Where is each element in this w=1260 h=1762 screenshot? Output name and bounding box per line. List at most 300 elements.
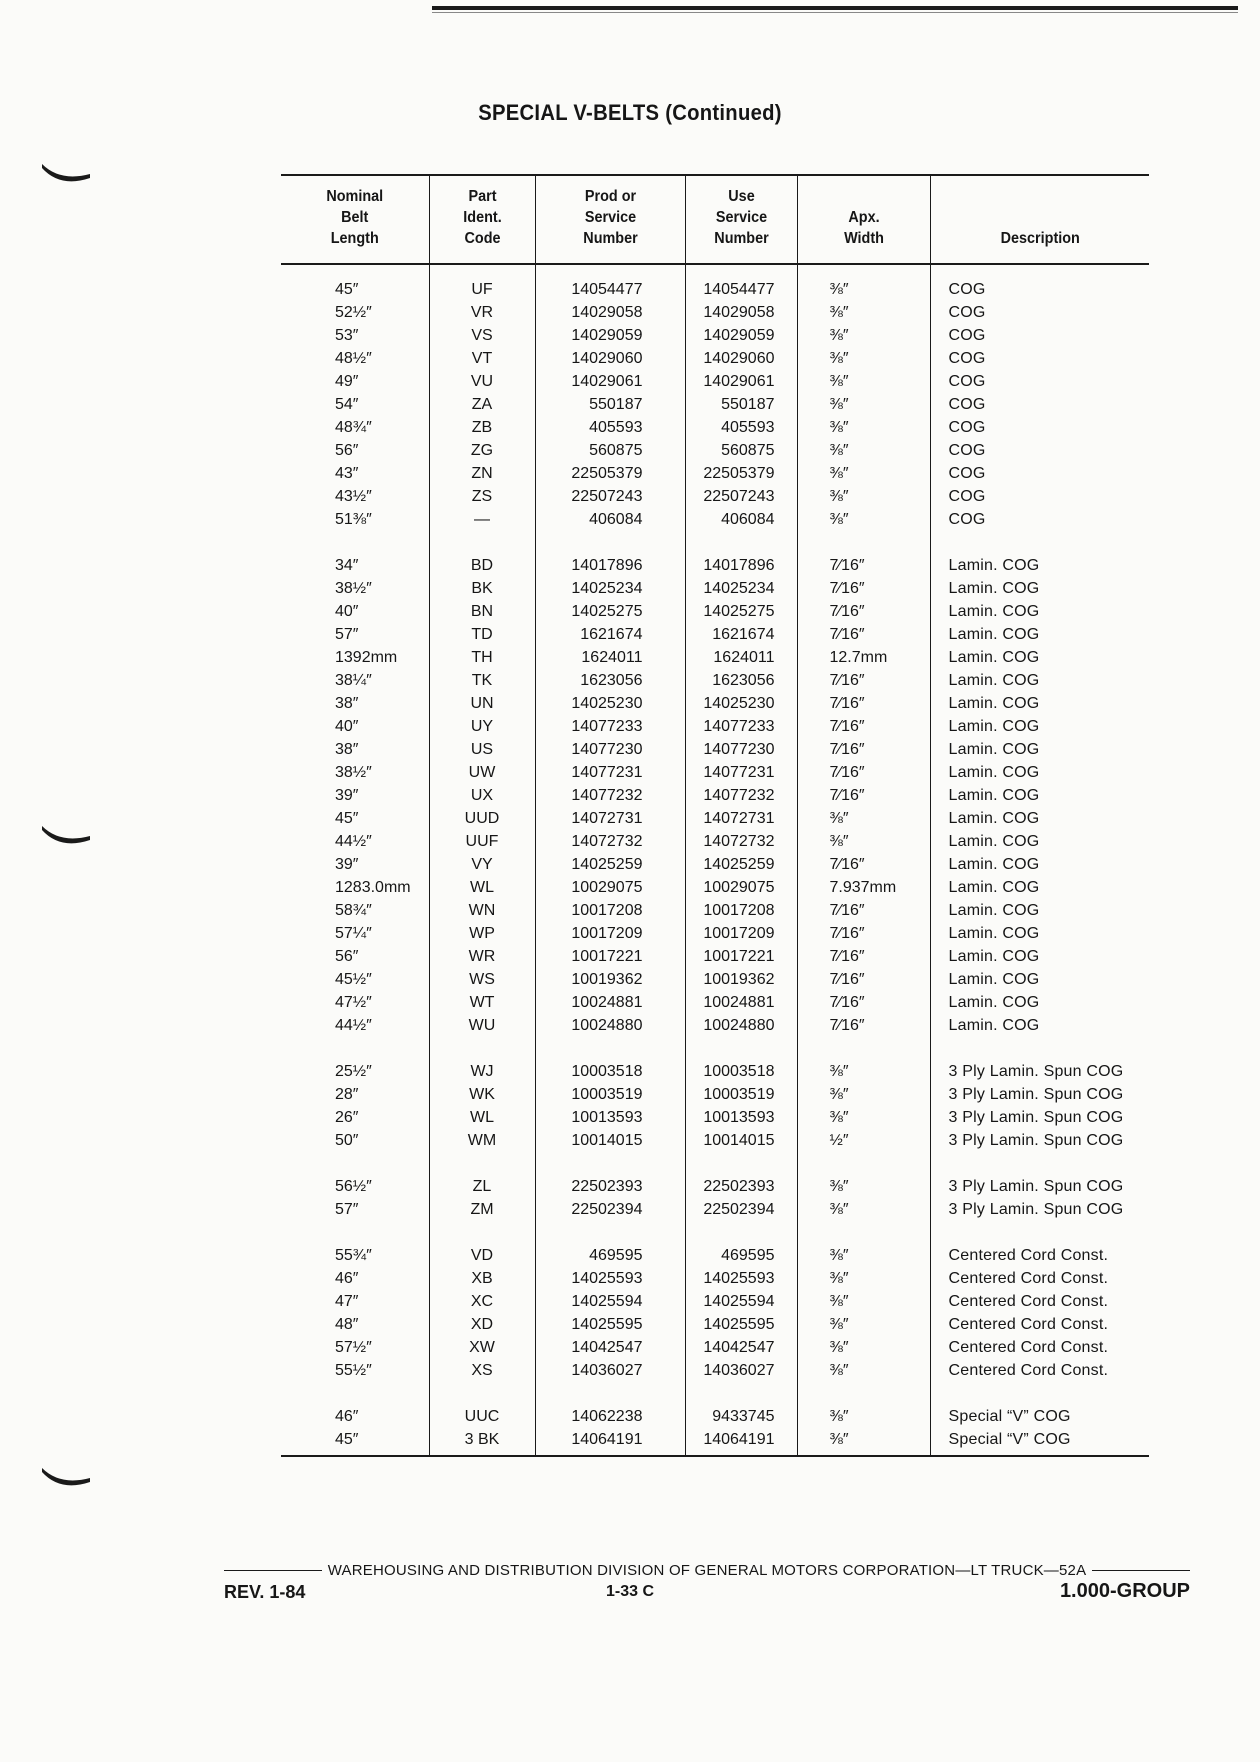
description-cell: Lamin. COG	[930, 669, 1149, 692]
table-row	[281, 301, 1149, 324]
width-cell: ⅜″	[797, 508, 930, 531]
width-cell: ⅜″	[797, 1336, 930, 1359]
description-cell: Lamin. COG	[930, 991, 1149, 1014]
belt-length-cell: 38″	[335, 741, 359, 758]
belt-length-cell: 47″	[335, 1293, 359, 1310]
ident-code-cell: WT	[429, 991, 535, 1014]
table-row	[281, 1175, 1149, 1198]
table-row	[281, 1428, 1149, 1456]
belt-length-cell: 45″	[335, 281, 359, 298]
description-cell: COG	[930, 508, 1149, 531]
use-service-number-cell: 14077231	[685, 761, 797, 784]
header-part-ident-code: Part Ident. Code	[429, 175, 535, 264]
belt-length-cell: 52½″	[335, 304, 372, 321]
table-row	[281, 945, 1149, 968]
use-service-number-cell: 14017896	[685, 554, 797, 577]
table-row	[281, 807, 1149, 830]
belt-length-cell: 58¾″	[335, 902, 372, 919]
prod-service-number-cell: 14025593	[535, 1267, 685, 1290]
belt-length-cell: 50″	[335, 1132, 359, 1149]
prod-service-number-cell: 1623056	[535, 669, 685, 692]
table-row	[281, 600, 1149, 623]
width-cell: ⅜″	[797, 1083, 930, 1106]
description-cell: 3 Ply Lamin. Spun COG	[930, 1106, 1149, 1129]
belt-length-cell: 25½″	[335, 1063, 372, 1080]
width-cell: 12.7mm	[797, 646, 930, 669]
description-cell: Centered Cord Const.	[930, 1290, 1149, 1313]
use-service-number-cell: 10013593	[685, 1106, 797, 1129]
width-cell: 7⁄16″	[797, 554, 930, 577]
table-row	[281, 876, 1149, 899]
table-row	[281, 462, 1149, 485]
prod-service-number-cell: 10003519	[535, 1083, 685, 1106]
prod-service-number-cell: 22505379	[535, 462, 685, 485]
spacer-cell	[797, 531, 930, 554]
use-service-number-cell: 14025275	[685, 600, 797, 623]
description-cell: COG	[930, 324, 1149, 347]
table-row	[281, 922, 1149, 945]
footer-rule-right	[1092, 1570, 1190, 1572]
width-cell: ⅜″	[797, 1313, 930, 1336]
table-row	[281, 439, 1149, 462]
ident-code-cell: UX	[429, 784, 535, 807]
ident-code-cell: TH	[429, 646, 535, 669]
prod-service-number-cell: 14042547	[535, 1336, 685, 1359]
table-row	[281, 1198, 1149, 1221]
table-row	[281, 416, 1149, 439]
use-service-number-cell: 14029061	[685, 370, 797, 393]
use-service-number-cell: 14029058	[685, 301, 797, 324]
description-cell: COG	[930, 416, 1149, 439]
table-row	[281, 347, 1149, 370]
use-service-number-cell: 469595	[685, 1244, 797, 1267]
description-cell: 3 Ply Lamin. Spun COG	[930, 1198, 1149, 1221]
width-cell: ⅜″	[797, 1359, 930, 1382]
group-spacer-row	[281, 1221, 1149, 1244]
description-cell: Centered Cord Const.	[930, 1359, 1149, 1382]
belt-length-cell: 46″	[335, 1270, 359, 1287]
belt-length-cell: 48¾″	[335, 419, 372, 436]
belt-length-cell: 28″	[335, 1086, 359, 1103]
width-cell: ⅜″	[797, 1060, 930, 1083]
use-service-number-cell: 1624011	[685, 646, 797, 669]
prod-service-number-cell: 14029058	[535, 301, 685, 324]
width-cell: 7⁄16″	[797, 1014, 930, 1037]
v-belt-table-wrapper	[281, 174, 1149, 1457]
ident-code-cell: VY	[429, 853, 535, 876]
spacer-cell	[429, 1382, 535, 1405]
use-service-number-cell: 22505379	[685, 462, 797, 485]
width-cell: 7⁄16″	[797, 968, 930, 991]
prod-service-number-cell: 14072732	[535, 830, 685, 853]
binder-hole-mark	[40, 160, 92, 186]
description-cell: COG	[930, 439, 1149, 462]
ident-code-cell: WP	[429, 922, 535, 945]
description-cell: Lamin. COG	[930, 554, 1149, 577]
spacer-cell	[797, 1221, 930, 1244]
belt-length-cell: 34″	[335, 557, 359, 574]
width-cell: ⅜″	[797, 1405, 930, 1428]
table-row	[281, 646, 1149, 669]
belt-length-cell: 56″	[335, 442, 359, 459]
prod-service-number-cell: 405593	[535, 416, 685, 439]
spacer-cell	[429, 1221, 535, 1244]
ident-code-cell: WR	[429, 945, 535, 968]
page-title: SPECIAL V-BELTS (Continued)	[478, 100, 782, 125]
width-cell: ⅜″	[797, 1198, 930, 1221]
spacer-cell	[797, 1152, 930, 1175]
table-row	[281, 1083, 1149, 1106]
spacer-cell	[281, 1037, 429, 1060]
width-cell: 7⁄16″	[797, 692, 930, 715]
ident-code-cell: UW	[429, 761, 535, 784]
table-row	[281, 554, 1149, 577]
prod-service-number-cell: 14036027	[535, 1359, 685, 1382]
table-row	[281, 370, 1149, 393]
header-description: Description	[930, 175, 1149, 264]
use-service-number-cell: 10003519	[685, 1083, 797, 1106]
prod-service-number-cell: 14029061	[535, 370, 685, 393]
belt-length-cell: 57¼″	[335, 925, 372, 942]
prod-service-number-cell: 22507243	[535, 485, 685, 508]
ident-code-cell: UUD	[429, 807, 535, 830]
width-cell: ½″	[797, 1129, 930, 1152]
table-row	[281, 1267, 1149, 1290]
ident-code-cell: UF	[429, 264, 535, 301]
use-service-number-cell: 14025593	[685, 1267, 797, 1290]
use-service-number-cell: 14077233	[685, 715, 797, 738]
belt-length-cell: 54″	[335, 396, 359, 413]
description-cell: COG	[930, 347, 1149, 370]
table-row	[281, 1359, 1149, 1382]
belt-length-cell: 38½″	[335, 580, 372, 597]
belt-length-cell: 45″	[281, 1428, 429, 1456]
width-cell: ⅜″	[797, 1106, 930, 1129]
description-cell: Lamin. COG	[930, 623, 1149, 646]
table-row	[281, 1405, 1149, 1428]
table-row	[281, 264, 1149, 301]
prod-service-number-cell: 10017208	[535, 899, 685, 922]
ident-code-cell: —	[429, 508, 535, 531]
use-service-number-cell: 406084	[685, 508, 797, 531]
description-cell: 3 Ply Lamin. Spun COG	[930, 1129, 1149, 1152]
use-service-number-cell: 10003518	[685, 1060, 797, 1083]
use-service-number-cell: 10019362	[685, 968, 797, 991]
belt-length-cell: 39″	[335, 787, 359, 804]
width-cell: ⅜″	[797, 416, 930, 439]
table-row	[281, 692, 1149, 715]
footer-division-line	[224, 1562, 1190, 1579]
spacer-cell	[797, 1382, 930, 1405]
use-service-number-cell: 560875	[685, 439, 797, 462]
table-body	[281, 264, 1149, 1456]
prod-service-number-cell: 14077231	[535, 761, 685, 784]
table-row	[281, 1060, 1149, 1083]
width-cell: 7⁄16″	[797, 991, 930, 1014]
table-row	[281, 968, 1149, 991]
table-row	[281, 1106, 1149, 1129]
prod-service-number-cell: 14025259	[535, 853, 685, 876]
width-cell: ⅜″	[797, 1175, 930, 1198]
belt-length-cell: 53″	[335, 327, 359, 344]
prod-service-number-cell: 14064191	[535, 1428, 685, 1456]
ident-code-cell: XD	[429, 1313, 535, 1336]
spacer-cell	[429, 531, 535, 554]
spacer-cell	[535, 1152, 685, 1175]
ident-code-cell: WS	[429, 968, 535, 991]
description-cell: Lamin. COG	[930, 692, 1149, 715]
spacer-cell	[685, 1037, 797, 1060]
ident-code-cell: WU	[429, 1014, 535, 1037]
ident-code-cell: WL	[429, 1106, 535, 1129]
use-service-number-cell: 14054477	[685, 264, 797, 301]
description-cell: Lamin. COG	[930, 807, 1149, 830]
use-service-number-cell: 10029075	[685, 876, 797, 899]
description-cell: 3 Ply Lamin. Spun COG	[930, 1060, 1149, 1083]
width-cell: ⅜″	[797, 324, 930, 347]
belt-length-cell: 38″	[335, 695, 359, 712]
width-cell: ⅜″	[797, 393, 930, 416]
ident-code-cell: ZN	[429, 462, 535, 485]
table-row	[281, 393, 1149, 416]
binder-hole-mark	[40, 822, 92, 848]
width-cell: ⅜″	[797, 301, 930, 324]
group-label: 1.000-GROUP	[1059, 1580, 1190, 1602]
belt-length-cell: 57½″	[335, 1339, 372, 1356]
ident-code-cell: UY	[429, 715, 535, 738]
table-row	[281, 784, 1149, 807]
ident-code-cell: WN	[429, 899, 535, 922]
ident-code-cell: ZM	[429, 1198, 535, 1221]
revision-label: REV. 1-84	[224, 1582, 306, 1602]
description-cell: Lamin. COG	[930, 899, 1149, 922]
belt-length-cell: 48″	[335, 1316, 359, 1333]
table-row	[281, 1014, 1149, 1037]
ident-code-cell: VR	[429, 301, 535, 324]
prod-service-number-cell: 14077230	[535, 738, 685, 761]
spacer-cell	[429, 1037, 535, 1060]
ident-code-cell: VS	[429, 324, 535, 347]
table-row	[281, 853, 1149, 876]
prod-service-number-cell: 10017221	[535, 945, 685, 968]
spacer-cell	[429, 1152, 535, 1175]
prod-service-number-cell: 10024881	[535, 991, 685, 1014]
belt-length-cell: 38½″	[335, 764, 372, 781]
description-cell: Lamin. COG	[930, 876, 1149, 899]
group-spacer-row	[281, 531, 1149, 554]
belt-length-cell: 38¼″	[335, 672, 372, 689]
description-cell: Lamin. COG	[930, 945, 1149, 968]
spacer-cell	[930, 531, 1149, 554]
width-cell: 7⁄16″	[797, 623, 930, 646]
width-cell: 7.937mm	[797, 876, 930, 899]
belt-length-cell: 51⅜″	[335, 511, 372, 528]
prod-service-number-cell: 14025230	[535, 692, 685, 715]
spacer-cell	[930, 1382, 1149, 1405]
belt-length-cell: 45½″	[335, 971, 372, 988]
description-cell: 3 Ply Lamin. Spun COG	[930, 1175, 1149, 1198]
belt-length-cell: 1283.0mm	[335, 879, 411, 896]
belt-length-cell: 46″	[335, 1408, 359, 1425]
use-service-number-cell: 14036027	[685, 1359, 797, 1382]
width-cell: 7⁄16″	[797, 784, 930, 807]
spacer-cell	[685, 1382, 797, 1405]
width-cell: ⅜″	[797, 1244, 930, 1267]
width-cell: ⅜″	[797, 1428, 930, 1456]
ident-code-cell: BD	[429, 554, 535, 577]
description-cell: Lamin. COG	[930, 577, 1149, 600]
belt-length-cell: 57″	[335, 626, 359, 643]
table-row	[281, 508, 1149, 531]
prod-service-number-cell: 550187	[535, 393, 685, 416]
description-cell: COG	[930, 370, 1149, 393]
prod-service-number-cell: 14025595	[535, 1313, 685, 1336]
ident-code-cell: BN	[429, 600, 535, 623]
ident-code-cell: ZA	[429, 393, 535, 416]
use-service-number-cell: 14072731	[685, 807, 797, 830]
use-service-number-cell: 10017209	[685, 922, 797, 945]
width-cell: ⅜″	[797, 264, 930, 301]
ident-code-cell: UUF	[429, 830, 535, 853]
prod-service-number-cell: 14077232	[535, 784, 685, 807]
table-row	[281, 991, 1149, 1014]
width-cell: 7⁄16″	[797, 899, 930, 922]
header-apx-width: Apx. Width	[797, 175, 930, 264]
belt-length-cell: 55¾″	[335, 1247, 372, 1264]
prod-service-number-cell: 1624011	[535, 646, 685, 669]
use-service-number-cell: 14077232	[685, 784, 797, 807]
prod-service-number-cell: 14025234	[535, 577, 685, 600]
spacer-cell	[930, 1037, 1149, 1060]
prod-service-number-cell: 14054477	[535, 264, 685, 301]
belt-length-cell: 43″	[335, 465, 359, 482]
ident-code-cell: ZB	[429, 416, 535, 439]
use-service-number-cell: 550187	[685, 393, 797, 416]
use-service-number-cell: 14064191	[685, 1428, 797, 1456]
top-rule-thin	[432, 12, 1238, 13]
prod-service-number-cell: 10014015	[535, 1129, 685, 1152]
ident-code-cell: 3 BK	[429, 1428, 535, 1456]
prod-service-number-cell: 22502394	[535, 1198, 685, 1221]
use-service-number-cell: 14029059	[685, 324, 797, 347]
spacer-cell	[281, 1152, 429, 1175]
prod-service-number-cell: 10013593	[535, 1106, 685, 1129]
spacer-cell	[685, 531, 797, 554]
use-service-number-cell: 14025230	[685, 692, 797, 715]
table-row	[281, 1290, 1149, 1313]
belt-length-cell: 40″	[335, 718, 359, 735]
spacer-cell	[930, 1152, 1149, 1175]
description-cell: Lamin. COG	[930, 738, 1149, 761]
prod-service-number-cell: 10017209	[535, 922, 685, 945]
use-service-number-cell: 14077230	[685, 738, 797, 761]
prod-service-number-cell: 560875	[535, 439, 685, 462]
width-cell: ⅜″	[797, 1290, 930, 1313]
description-cell: 3 Ply Lamin. Spun COG	[930, 1083, 1149, 1106]
belt-length-cell: 48½″	[335, 350, 372, 367]
table-row	[281, 738, 1149, 761]
table-row	[281, 1129, 1149, 1152]
group-spacer-row	[281, 1152, 1149, 1175]
description-cell: COG	[930, 393, 1149, 416]
width-cell: ⅜″	[797, 347, 930, 370]
spacer-cell	[535, 1037, 685, 1060]
ident-code-cell: ZS	[429, 485, 535, 508]
description-cell: Special “V” COG	[930, 1428, 1149, 1456]
use-service-number-cell: 14029060	[685, 347, 797, 370]
belt-length-cell: 55½″	[335, 1362, 372, 1379]
width-cell: ⅜″	[797, 439, 930, 462]
header-nominal-belt-length: Nominal Belt Length	[281, 175, 429, 264]
ident-code-cell: XC	[429, 1290, 535, 1313]
ident-code-cell: US	[429, 738, 535, 761]
table-row	[281, 899, 1149, 922]
use-service-number-cell: 10024881	[685, 991, 797, 1014]
width-cell: ⅜″	[797, 807, 930, 830]
description-cell: Lamin. COG	[930, 830, 1149, 853]
ident-code-cell: WK	[429, 1083, 535, 1106]
belt-length-cell: 56″	[335, 948, 359, 965]
ident-code-cell: VD	[429, 1244, 535, 1267]
use-service-number-cell: 22502393	[685, 1175, 797, 1198]
ident-code-cell: XB	[429, 1267, 535, 1290]
ident-code-cell: ZG	[429, 439, 535, 462]
prod-service-number-cell: 14025275	[535, 600, 685, 623]
belt-length-cell: 43½″	[335, 488, 372, 505]
description-cell: Lamin. COG	[930, 600, 1149, 623]
footer-division-text: WAREHOUSING AND DISTRIBUTION DIVISION OF GENERAL MOTORS CORPORATION—LT TRUCK—52A	[327, 1562, 1087, 1579]
prod-service-number-cell: 14077233	[535, 715, 685, 738]
width-cell: ⅜″	[797, 462, 930, 485]
ident-code-cell: VT	[429, 347, 535, 370]
description-cell: Centered Cord Const.	[930, 1244, 1149, 1267]
prod-service-number-cell: 22502393	[535, 1175, 685, 1198]
use-service-number-cell: 14025259	[685, 853, 797, 876]
use-service-number-cell: 10017221	[685, 945, 797, 968]
width-cell: 7⁄16″	[797, 738, 930, 761]
prod-service-number-cell: 14029060	[535, 347, 685, 370]
belt-length-cell: 1392mm	[335, 649, 398, 666]
table-row	[281, 324, 1149, 347]
width-cell: 7⁄16″	[797, 922, 930, 945]
header-use-service-number: Use Service Number	[685, 175, 797, 264]
ident-code-cell: BK	[429, 577, 535, 600]
width-cell: 7⁄16″	[797, 669, 930, 692]
ident-code-cell: XS	[429, 1359, 535, 1382]
prod-service-number-cell: 14072731	[535, 807, 685, 830]
table-row	[281, 761, 1149, 784]
use-service-number-cell: 22502394	[685, 1198, 797, 1221]
table-row	[281, 623, 1149, 646]
description-cell: Lamin. COG	[930, 715, 1149, 738]
footer-rule-left	[224, 1570, 322, 1572]
belt-length-cell: 44½″	[335, 1017, 372, 1034]
spacer-cell	[930, 1221, 1149, 1244]
ident-code-cell: WJ	[429, 1060, 535, 1083]
prod-service-number-cell: 10024880	[535, 1014, 685, 1037]
description-cell: Lamin. COG	[930, 646, 1149, 669]
description-cell: COG	[930, 264, 1149, 301]
width-cell: 7⁄16″	[797, 715, 930, 738]
belt-length-cell: 39″	[335, 856, 359, 873]
ident-code-cell: WL	[429, 876, 535, 899]
description-cell: Lamin. COG	[930, 1014, 1149, 1037]
prod-service-number-cell: 406084	[535, 508, 685, 531]
description-cell: Lamin. COG	[930, 761, 1149, 784]
belt-length-cell: 56½″	[335, 1178, 372, 1195]
description-cell: Special “V” COG	[930, 1405, 1149, 1428]
use-service-number-cell: 22507243	[685, 485, 797, 508]
